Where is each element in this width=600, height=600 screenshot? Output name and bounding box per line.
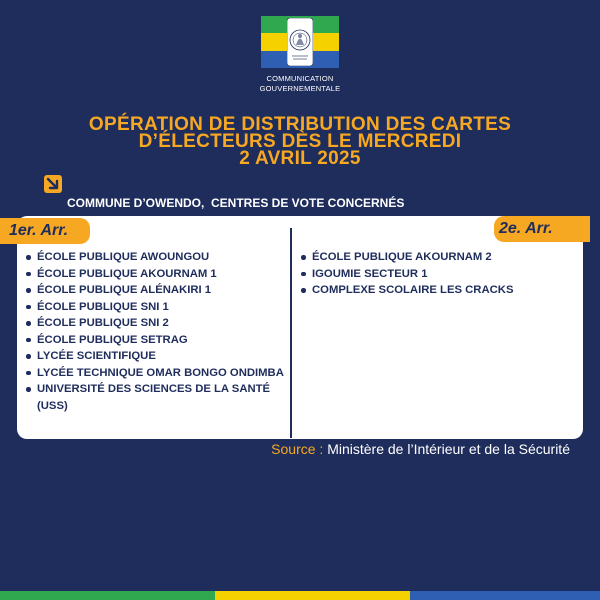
arrondissement-2-list <box>299 249 569 299</box>
source-text: Ministère de l’Intérieur et de la Sécurité <box>323 441 570 457</box>
arrondissement-1-list <box>24 249 286 414</box>
list-item: UNIVERSITÉ DES SCIENCES DE LA SANTÉ (USS) <box>24 381 286 414</box>
list-item: ÉCOLE PUBLIQUE AKOURNAM 2 <box>299 249 569 266</box>
arrondissement-2-tab: 2e. Arr. <box>494 216 590 242</box>
list-item: ÉCOLE PUBLIQUE ALÉNAKIRI 1 <box>24 282 286 299</box>
source-label: Source : <box>271 441 324 457</box>
arrow-down-right-icon <box>44 175 62 193</box>
arrondissement-1-tab: 1er. Arr. <box>0 218 90 244</box>
list-item: LYCÉE SCIENTIFIQUE <box>24 348 286 365</box>
title-line-2: D’ÉLECTEURS DÈS LE MERCREDI <box>138 131 462 152</box>
government-communication-label <box>230 74 370 94</box>
column-divider <box>290 228 292 438</box>
footer-blue-stripe <box>410 591 600 600</box>
title-line-1: OPÉRATION DE DISTRIBUTION DES CARTES <box>88 114 512 135</box>
republic-seal-icon <box>287 18 313 66</box>
list-item: IGOUMIE SECTEUR 1 <box>299 266 569 283</box>
list-item: ÉCOLE PUBLIQUE AKOURNAM 1 <box>24 266 286 283</box>
footer-yellow-stripe <box>215 591 410 600</box>
source-credit <box>271 441 570 457</box>
title-line-3: 2 AVRIL 2025 <box>239 148 361 169</box>
list-item: ÉCOLE PUBLIQUE SNI 1 <box>24 299 286 316</box>
list-item: ÉCOLE PUBLIQUE AWOUNGOU <box>24 249 286 266</box>
list-item: COMPLEXE SCOLAIRE LES CRACKS <box>299 282 569 299</box>
list-item: ÉCOLE PUBLIQUE SETRAG <box>24 332 286 349</box>
gov-label-line2: GOUVERNEMENTALE <box>259 84 341 93</box>
list-item: ÉCOLE PUBLIQUE SNI 2 <box>24 315 286 332</box>
footer-green-stripe <box>0 591 215 600</box>
gov-label-line1: COMMUNICATION <box>266 74 334 83</box>
page-title <box>40 116 560 167</box>
list-item: LYCÉE TECHNIQUE OMAR BONGO ONDIMBA <box>24 365 286 382</box>
commune-heading: COMMUNE D’OWENDO, CENTRES DE VOTE CONCERNÉS <box>67 196 405 210</box>
